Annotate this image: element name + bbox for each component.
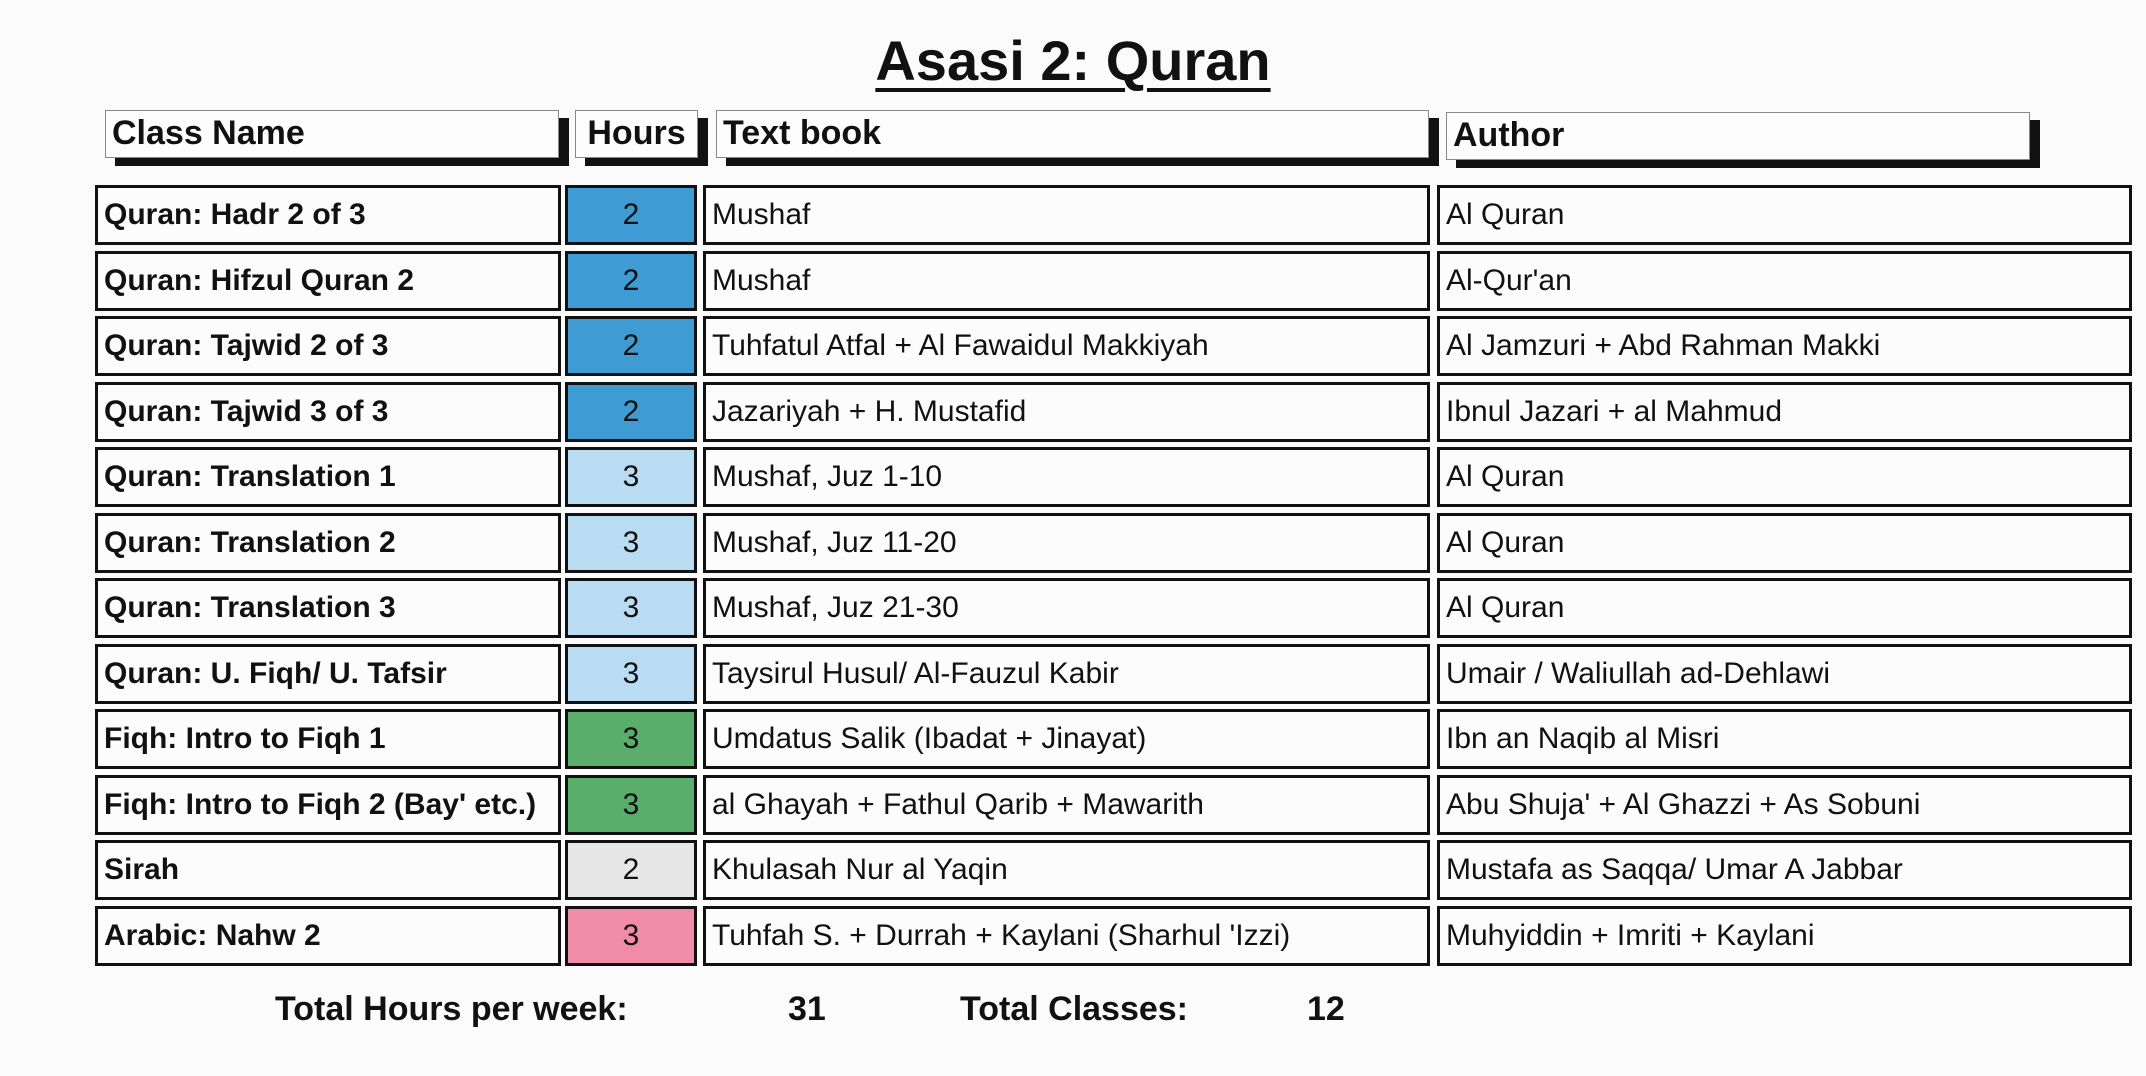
text-book-cell: Khulasah Nur al Yaqin bbox=[703, 840, 1430, 900]
class-name-cell: Quran: Tajwid 2 of 3 bbox=[95, 316, 561, 376]
total-hours-value: 31 bbox=[788, 990, 826, 1028]
hours-cell: 2 bbox=[565, 251, 697, 311]
text-book-cell: Mushaf bbox=[703, 251, 1430, 311]
hours-cell: 2 bbox=[565, 185, 697, 245]
hours-cell: 3 bbox=[565, 447, 697, 507]
hours-cell: 2 bbox=[565, 382, 697, 442]
author-cell: Al Quran bbox=[1437, 513, 2132, 573]
author-cell: Ibn an Naqib al Misri bbox=[1437, 709, 2132, 769]
text-book-cell: al Ghayah + Fathul Qarib + Mawarith bbox=[703, 775, 1430, 835]
author-cell: Abu Shuja' + Al Ghazzi + As Sobuni bbox=[1437, 775, 2132, 835]
class-name-cell: Arabic: Nahw 2 bbox=[95, 906, 561, 966]
class-name-cell: Quran: Hadr 2 of 3 bbox=[95, 185, 561, 245]
class-name-cell: Quran: Translation 1 bbox=[95, 447, 561, 507]
header-class-name: Class Name bbox=[105, 110, 559, 158]
author-cell: Ibnul Jazari + al Mahmud bbox=[1437, 382, 2132, 442]
class-name-cell: Quran: Tajwid 3 of 3 bbox=[95, 382, 561, 442]
text-book-cell: Mushaf, Juz 1-10 bbox=[703, 447, 1430, 507]
hours-cell: 3 bbox=[565, 578, 697, 638]
page-title: Asasi 2: Quran bbox=[875, 29, 1271, 92]
author-cell: Muhyiddin + Imriti + Kaylani bbox=[1437, 906, 2132, 966]
class-name-cell: Fiqh: Intro to Fiqh 2 (Bay' etc.) bbox=[95, 775, 561, 835]
text-book-cell: Mushaf, Juz 21-30 bbox=[703, 578, 1430, 638]
author-cell: Mustafa as Saqqa/ Umar A Jabbar bbox=[1437, 840, 2132, 900]
hours-cell: 3 bbox=[565, 709, 697, 769]
hours-cell: 3 bbox=[565, 775, 697, 835]
class-name-cell: Quran: Translation 2 bbox=[95, 513, 561, 573]
class-name-cell: Fiqh: Intro to Fiqh 1 bbox=[95, 709, 561, 769]
author-cell: Al-Qur'an bbox=[1437, 251, 2132, 311]
total-classes-value: 12 bbox=[1307, 990, 1345, 1028]
text-book-cell: Tuhfah S. + Durrah + Kaylani (Sharhul 'Izzi) bbox=[703, 906, 1430, 966]
hours-cell: 2 bbox=[565, 840, 697, 900]
author-cell: Umair / Waliullah ad-Dehlawi bbox=[1437, 644, 2132, 704]
hours-cell: 3 bbox=[565, 513, 697, 573]
text-book-cell: Jazariyah + H. Mustafid bbox=[703, 382, 1430, 442]
text-book-cell: Umdatus Salik (Ibadat + Jinayat) bbox=[703, 709, 1430, 769]
author-cell: Al Quran bbox=[1437, 578, 2132, 638]
text-book-cell: Tuhfatul Atfal + Al Fawaidul Makkiyah bbox=[703, 316, 1430, 376]
text-book-cell: Taysirul Husul/ Al-Fauzul Kabir bbox=[703, 644, 1430, 704]
hours-cell: 3 bbox=[565, 644, 697, 704]
header-author: Author bbox=[1446, 112, 2030, 160]
total-hours-label: Total Hours per week: bbox=[275, 990, 628, 1028]
hours-cell: 3 bbox=[565, 906, 697, 966]
class-name-cell: Quran: U. Fiqh/ U. Tafsir bbox=[95, 644, 561, 704]
text-book-cell: Mushaf, Juz 11-20 bbox=[703, 513, 1430, 573]
hours-cell: 2 bbox=[565, 316, 697, 376]
total-classes-label: Total Classes: bbox=[960, 990, 1189, 1028]
class-name-cell: Sirah bbox=[95, 840, 561, 900]
header-text-book: Text book bbox=[716, 110, 1429, 158]
header-hours: Hours bbox=[575, 110, 698, 158]
class-name-cell: Quran: Hifzul Quran 2 bbox=[95, 251, 561, 311]
class-name-cell: Quran: Translation 3 bbox=[95, 578, 561, 638]
author-cell: Al Quran bbox=[1437, 447, 2132, 507]
text-book-cell: Mushaf bbox=[703, 185, 1430, 245]
author-cell: Al Jamzuri + Abd Rahman Makki bbox=[1437, 316, 2132, 376]
author-cell: Al Quran bbox=[1437, 185, 2132, 245]
